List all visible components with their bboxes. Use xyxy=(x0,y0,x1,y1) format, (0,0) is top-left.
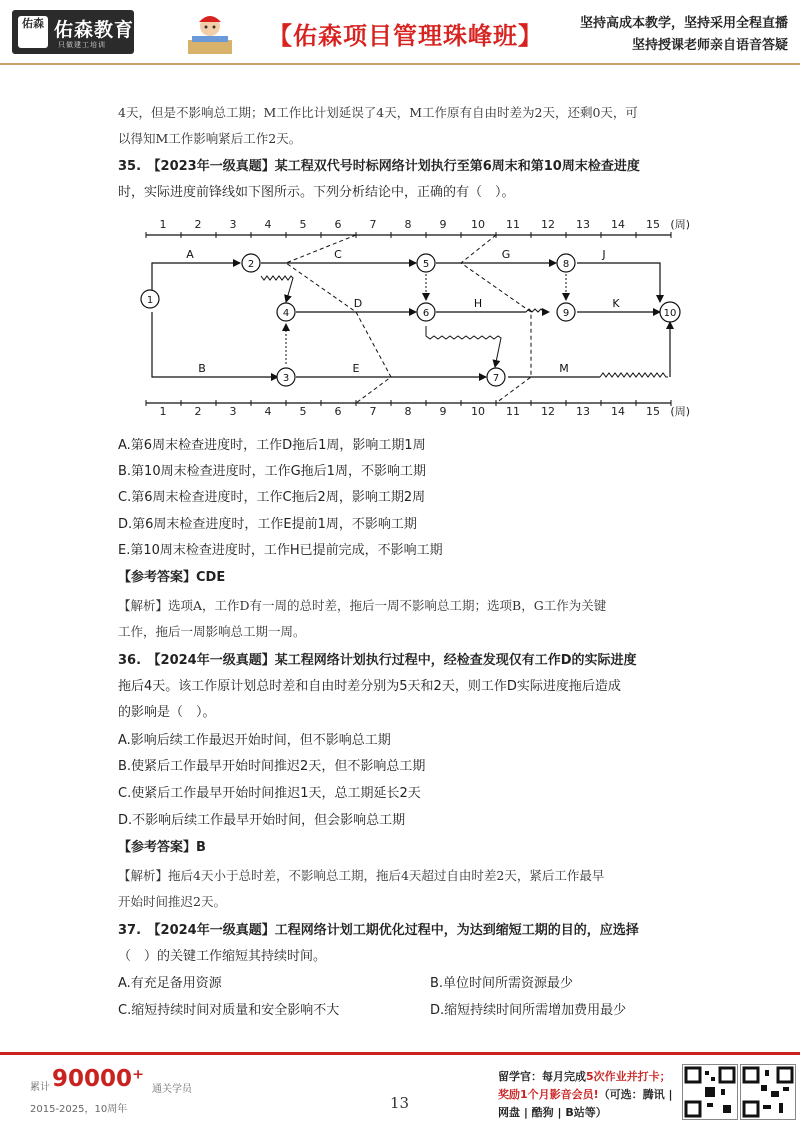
qr-code-icon xyxy=(740,1064,796,1120)
bottom-tick-5: 5 xyxy=(299,405,307,418)
bottom-tick-2: 2 xyxy=(194,405,202,418)
node-8-label: 8 xyxy=(562,259,570,270)
bottom-tick-12: 12 xyxy=(541,405,555,418)
stat-prefix: 累计 xyxy=(30,1082,50,1093)
node-6-label: 6 xyxy=(422,308,430,319)
node-10-label: 10 xyxy=(663,308,677,319)
activity-h-label: H xyxy=(473,297,483,310)
logo-seal-icon: 佑森 xyxy=(18,16,48,48)
page-header xyxy=(0,0,800,64)
node-3-label: 3 xyxy=(282,373,290,384)
float-wave-6-7 xyxy=(426,326,501,367)
question-36-stem-2: 拖后4天。该工作原计划总时差和自由时差分别为5天和2天，则工作D实际进度拖后造成 xyxy=(118,679,621,694)
question-35-stem-1: 35. 【2023年一级真题】某工程双代号时标网络计划执行至第6周末和第10周末检查进度 xyxy=(118,159,640,174)
node-5-label: 5 xyxy=(422,259,430,270)
promo-line2-a: 奖励1个月影音会员! xyxy=(498,1088,599,1101)
activity-a-label: A xyxy=(186,248,194,261)
q35-option-a: A.第6周末检查进度时，工作D拖后1周，影响工期1周 xyxy=(118,438,426,453)
question-36-stem-3: 的影响是（ ）。 xyxy=(118,705,216,720)
bottom-tick-6: 6 xyxy=(334,405,342,418)
q36-option-d: D.不影响后续工作最早开始时间，但会影响总工期 xyxy=(118,813,406,828)
q35-option-b: B.第10周末检查进度时，工作G拖后1周，不影响工期 xyxy=(118,464,426,479)
prev-explanation-line-2: 以得知M工作影响紧后工作2天。 xyxy=(118,131,302,146)
activity-b-arrow xyxy=(152,312,278,377)
float-wave-m xyxy=(600,373,668,377)
activity-g-label: G xyxy=(501,248,511,261)
promo-line1-b: 每月完成 xyxy=(542,1070,586,1083)
bottom-tick-3: 3 xyxy=(229,405,237,418)
footer-promo xyxy=(498,1068,684,1122)
prev-explanation-line-1: 4天，但是不影响总工期；M工作比计划延误了4天，M工作原有自由时差为2天，还剩0天，可 xyxy=(118,105,638,120)
q37-option-c: C.缩短持续时间对质量和安全影响不大 xyxy=(118,1003,340,1018)
bottom-tick-11: 11 xyxy=(506,405,520,418)
q35-answer: 【参考答案】CDE xyxy=(118,570,226,585)
node-7-label: 7 xyxy=(492,373,500,384)
q36-option-c: C.使紧后工作最早开始时间推迟1天，总工期延长2天 xyxy=(118,786,421,801)
top-tick-4: 4 xyxy=(264,218,272,231)
question-36-stem-1: 36. 【2024年一级真题】某工程网络计划执行过程中，经检查发现仅有工作D的实际进度 xyxy=(118,653,637,668)
mascot-icon xyxy=(184,10,236,56)
top-tick-9: 9 xyxy=(439,218,447,231)
q35-explanation-1: 【解析】选项A，工作D有一周的总时差，拖后一周不影响总工期；选项B，G工作为关键 xyxy=(118,598,607,613)
network-diagram xyxy=(128,214,694,420)
bottom-tick-4: 4 xyxy=(264,405,272,418)
top-tick-6: 6 xyxy=(334,218,342,231)
activity-j-label: J xyxy=(602,248,606,261)
activity-b-label: B xyxy=(198,362,206,375)
header-slogan-2: 坚持授课老师亲自语音答疑 xyxy=(631,38,788,53)
top-tick-3: 3 xyxy=(229,218,237,231)
top-tick-8: 8 xyxy=(404,218,412,231)
bottom-tick-15: 15 xyxy=(646,405,660,418)
question-37-stem-2: （ ）的关键工作缩短其持续时间。 xyxy=(118,949,327,964)
header-title: 【佑森项目管理珠峰班】 xyxy=(268,22,543,50)
promo-line1-a: 留学官： xyxy=(498,1070,542,1083)
top-tick-2: 2 xyxy=(194,218,202,231)
q37-option-d: D.缩短持续时间所需增加费用最少 xyxy=(430,1003,627,1018)
node-1-label: 1 xyxy=(146,295,154,306)
top-tick-7: 7 xyxy=(369,218,377,231)
bottom-tick-9: 9 xyxy=(439,405,447,418)
bottom-tick-7: 7 xyxy=(369,405,377,418)
node-2-label: 2 xyxy=(247,259,255,270)
top-tick-11: 11 xyxy=(506,218,520,231)
question-35-stem-2: 时，实际进度前锋线如下图所示。下列分析结论中，正确的有（ ）。 xyxy=(118,185,515,200)
bottom-tick-10: 10 xyxy=(471,405,485,418)
q37-option-b: B.单位时间所需资源最少 xyxy=(430,976,574,991)
stat-years: 2015-2025，10周年 xyxy=(30,1104,128,1115)
top-tick-15: 15 xyxy=(646,218,660,231)
q35-option-d: D.第6周末检查进度时，工作E提前1周，不影响工期 xyxy=(118,517,417,532)
qr-code-icon xyxy=(682,1064,738,1120)
q37-option-a: A.有充足备用资源 xyxy=(118,976,222,991)
activity-m-label: M xyxy=(559,362,569,375)
q35-explanation-2: 工作，拖后一周影响总工期一周。 xyxy=(118,624,306,639)
activity-d-label: D xyxy=(353,297,363,310)
promo-line3: 网盘 | 酷狗 | B站等） xyxy=(498,1106,607,1119)
bottom-tick-8: 8 xyxy=(404,405,412,418)
top-tick-13: 13 xyxy=(576,218,590,231)
q35-option-e: E.第10周末检查进度时，工作H已提前完成，不影响工期 xyxy=(118,543,443,558)
activity-e-label: E xyxy=(352,362,360,375)
promo-line2-b: （可选：腾讯 | xyxy=(598,1088,673,1101)
top-tick-10: 10 xyxy=(471,218,485,231)
top-tick-12: 12 xyxy=(541,218,555,231)
q36-option-a: A.影响后续工作最迟开始时间，但不影响总工期 xyxy=(118,733,391,748)
top-tick-5: 5 xyxy=(299,218,307,231)
activity-c-label: C xyxy=(334,248,342,261)
q36-explanation-2: 开始时间推迟2天。 xyxy=(118,894,226,909)
logo-subtitle: 只做建工培训 xyxy=(58,41,106,49)
brand-logo xyxy=(12,10,134,54)
bottom-unit-label: (周) xyxy=(670,405,690,418)
page-number: 13 xyxy=(390,1094,410,1112)
top-tick-14: 14 xyxy=(611,218,625,231)
footer-divider xyxy=(0,1052,800,1055)
stat-number: 90000⁺ xyxy=(52,1066,145,1092)
activity-a-arrow xyxy=(152,263,240,292)
bottom-tick-1: 1 xyxy=(159,405,167,418)
stat-suffix: 通关学员 xyxy=(152,1084,192,1095)
logo-name: 佑森教育 xyxy=(54,19,135,41)
question-37-stem-1: 37. 【2024年一级真题】工程网络计划工期优化过程中，为达到缩短工期的目的，应选择 xyxy=(118,923,639,938)
top-tick-1: 1 xyxy=(159,218,167,231)
bottom-tick-14: 14 xyxy=(611,405,625,418)
activity-k-label: K xyxy=(612,297,620,310)
header-slogan-1: 坚持高成本教学，坚持采用全程直播 xyxy=(579,16,788,31)
node-4-label: 4 xyxy=(282,308,290,319)
node-9-label: 9 xyxy=(562,308,570,319)
bottom-tick-13: 13 xyxy=(576,405,590,418)
promo-line1-c: 5次作业并打卡； xyxy=(586,1070,671,1083)
float-wave-2-4 xyxy=(261,276,293,302)
q36-answer: 【参考答案】B xyxy=(118,840,206,855)
q36-option-b: B.使紧后工作最早开始时间推迟2天，但不影响总工期 xyxy=(118,759,426,774)
q36-explanation-1: 【解析】拖后4天小于总时差，不影响总工期，拖后4天超过自由时差2天，紧后工作最早 xyxy=(118,868,605,883)
header-divider xyxy=(0,63,800,65)
q35-option-c: C.第6周末检查进度时，工作C拖后2周，影响工期2周 xyxy=(118,490,426,505)
top-unit-label: (周) xyxy=(670,218,690,231)
